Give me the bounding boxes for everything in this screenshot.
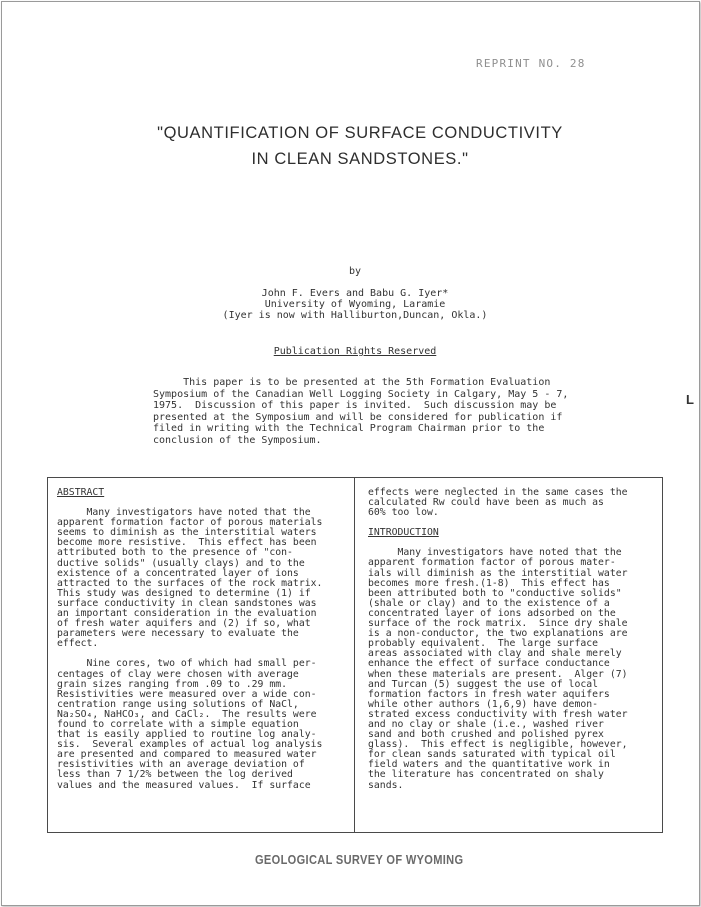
abstract-line: less than 7 1/2% between the log derived [57,769,293,781]
abstract-line: centration range using solutions of NaCl, [57,698,299,710]
introduction-line: been attributed both to "conductive solids" [368,587,622,599]
continuation-line: calculated Rw could have been as much as [368,497,604,509]
introduction-line: formation factors in fresh water aquifers [368,688,610,700]
publication-rights [70,346,640,358]
introduction-line: for clean sands saturated with typical oil [368,749,616,761]
authors: John F. Evers and Babu G. Iyer* [261,288,449,299]
introduction-line: Many investigators have noted that the [368,547,622,559]
abstract-line: parameters were necessary to evaluate the [57,628,299,640]
abstract-line: are presented and compared to measured water [57,749,317,761]
introduction-line: and Turcan (5) suggest the use of local [368,678,599,690]
intro-line: presented at the Symposium and will be considered for publication if [153,411,563,423]
introduction-line: while other authors (1,6,9) have demon- [368,698,599,710]
publisher-footer: GEOLOGICAL SURVEY OF WYOMING [255,852,464,867]
introduction-line: apparent formation factor of porous mater- [368,557,616,569]
abstract-line: effect. [57,638,99,650]
intro-line: conclusion of the Symposium. [153,434,322,446]
introduction-line: the literature has concentrated on shaly [368,769,604,781]
continuation-line: effects were neglected in the same cases the [368,487,628,498]
introduction-line: (shale or clay) and to the existence of a [368,597,610,609]
intro-line: This paper is to be presented at the 5th Formation Evaluation [153,377,551,388]
abstract-line: centages of clay were chosen with average [57,668,299,680]
intro-paragraph [153,377,593,447]
introduction-line: field waters and the quantitative work in [368,759,610,771]
side-mark: L [686,392,694,407]
abstract-line: existence of a concentrated layer of ions [57,567,299,579]
introduction-line: strated excess conductivity with fresh water [368,708,628,720]
abstract-line: seems to diminish as the interstitial waters [57,527,317,539]
abstract-line: grain sizes ranging from .09 to .29 mm. [57,678,288,690]
abstract-line: ductive solids" (usually clays) and to the [57,557,305,569]
publication-rights-text: Publication Rights Reserved [273,346,437,357]
abstract-line: surface conductivity in clean sandstones was [57,597,317,609]
abstract-line: sis. Several examples of actual log analysis [57,739,323,751]
title-line-2: IN CLEAN SANDSTONES." [251,150,469,168]
introduction-line: sands. [368,779,404,791]
abstract-line: Many investigators have noted that the [57,507,311,519]
author-note: (Iyer is now with Halliburton,Duncan, Okla.) [222,310,488,321]
continuation-line: 60% too low. [368,507,439,519]
intro-line: Symposium of the Canadian Well Logging Society in Calgary, May 5 - 7, [153,388,569,400]
abstract-heading: ABSTRACT [57,487,105,498]
introduction-line: enhance the effect of surface conductance [368,658,610,670]
abstract-line: an important consideration in the evaluation [57,608,317,620]
abstract-line: Na₂SO₄, NaHCO₃, and CaCl₂. The results were [57,708,317,720]
intro-line: filed in writing with the Technical Program Chairman prior to the [153,423,545,435]
abstract-line: of fresh water aquifers and (2) if so, what [57,618,311,630]
intro-line: 1975. Discussion of this paper is invited. Such discussion may be [153,400,557,412]
introduction-line: sand and both crushed and polished pyrex [368,729,604,741]
affiliation: University of Wyoming, Laramie [264,299,446,310]
introduction-column [368,488,664,791]
introduction-heading: INTRODUCTION [368,527,439,539]
introduction-line: probably equivalent. The large surface [368,638,599,650]
abstract-line: This study was designed to determine (1) if [57,587,311,599]
abstract-column [57,488,357,791]
abstract-line: Nine cores, two of which had small per- [57,658,317,670]
introduction-line: becomes more fresh.(1-8) This effect has [368,577,610,589]
abstract-line: become more resistive. This effect has been [57,537,317,549]
abstract-line: that is easily applied to routine log analy- [57,729,317,741]
introduction-line: glass). This effect is negligible, however, [368,739,628,751]
introduction-line: and no clay or shale (i.e., washed river [368,718,604,730]
abstract-line: resistivities with an average deviation of [57,759,305,771]
introduction-line: when these materials are present. Alger (7) [368,668,628,680]
introduction-line: surface of the rock matrix. Since dry shale [368,618,628,630]
introduction-line: ials will diminish as the interstitial water [368,567,628,579]
introduction-line: is a non-conductor, the two explanations are [368,628,628,640]
introduction-line: concentrated layer of ions adsorbed on the [368,607,616,619]
abstract-line: attracted to the surfaces of the rock matrix. [57,577,323,589]
abstract-line: found to correlate with a simple equation [57,718,299,730]
abstract-line: Resistivities were measured over a wide con- [57,688,317,700]
abstract-line: values and the measured values. If surface [57,779,311,791]
title-line-1: "QUANTIFICATION OF SURFACE CONDUCTIVITY [157,124,563,142]
abstract-line: apparent formation factor of porous materials [57,517,323,529]
abstract-line: attributed both to the presence of "con- [57,547,293,559]
byline: by [348,266,362,277]
introduction-line: areas associated with clay and shale merely [368,648,622,660]
reprint-stamp: REPRINT NO. 28 [476,57,586,70]
